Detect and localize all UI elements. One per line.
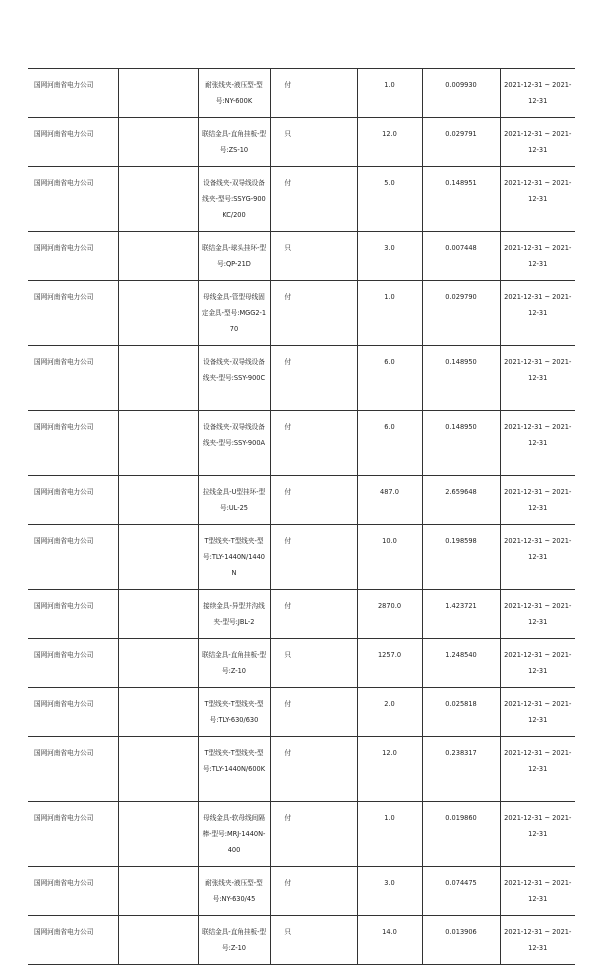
- materials-table: [28, 68, 575, 965]
- quantity-cell: 2.0: [357, 688, 422, 737]
- period-cell: 2021-12-31 ~ 2021-12-31: [500, 69, 575, 118]
- amount-cell: 0.238317: [422, 737, 500, 802]
- blank-cell: [118, 590, 198, 639]
- item-name-cell: 设备线夹-双导线设备线夹-型号:SSY-900A: [198, 411, 270, 476]
- item-name-cell: 设备线夹-双导线设备线夹-型号:SSY-900C: [198, 346, 270, 411]
- company-cell: 国网河南省电力公司: [28, 118, 118, 167]
- table-row: [28, 867, 575, 916]
- company-cell: 国网河南省电力公司: [28, 688, 118, 737]
- period-cell: 2021-12-31 ~ 2021-12-31: [500, 476, 575, 525]
- table-row: [28, 688, 575, 737]
- table-row: [28, 525, 575, 590]
- item-name-cell: 拉线金具-U型挂环-型号:UL-25: [198, 476, 270, 525]
- table-row: [28, 281, 575, 346]
- unit-cell: 只: [270, 232, 357, 281]
- item-name-cell: 母线金具-管型母线固定金具-型号:MGG2-170: [198, 281, 270, 346]
- unit-cell: 只: [270, 118, 357, 167]
- blank-cell: [118, 281, 198, 346]
- company-cell: 国网河南省电力公司: [28, 737, 118, 802]
- amount-cell: 0.148950: [422, 346, 500, 411]
- quantity-cell: 1.0: [357, 69, 422, 118]
- table-row: [28, 802, 575, 867]
- unit-cell: 付: [270, 411, 357, 476]
- table-row: [28, 476, 575, 525]
- item-name-cell: 联结金具-直角挂板-型号:ZS-10: [198, 118, 270, 167]
- blank-cell: [118, 737, 198, 802]
- period-cell: 2021-12-31 ~ 2021-12-31: [500, 411, 575, 476]
- blank-cell: [118, 69, 198, 118]
- blank-cell: [118, 476, 198, 525]
- period-cell: 2021-12-31 ~ 2021-12-31: [500, 916, 575, 965]
- table-row: [28, 118, 575, 167]
- unit-cell: 付: [270, 867, 357, 916]
- quantity-cell: 1.0: [357, 281, 422, 346]
- item-name-cell: 设备线夹-双导线设备线夹-型号:SSYG-900KC/200: [198, 167, 270, 232]
- period-cell: 2021-12-31 ~ 2021-12-31: [500, 639, 575, 688]
- amount-cell: 1.423721: [422, 590, 500, 639]
- unit-cell: 付: [270, 346, 357, 411]
- unit-cell: 付: [270, 525, 357, 590]
- table-body: [28, 69, 575, 965]
- quantity-cell: 2870.0: [357, 590, 422, 639]
- company-cell: 国网河南省电力公司: [28, 232, 118, 281]
- company-cell: 国网河南省电力公司: [28, 916, 118, 965]
- blank-cell: [118, 916, 198, 965]
- unit-cell: 付: [270, 69, 357, 118]
- period-cell: 2021-12-31 ~ 2021-12-31: [500, 167, 575, 232]
- amount-cell: 0.148951: [422, 167, 500, 232]
- company-cell: 国网河南省电力公司: [28, 346, 118, 411]
- table-row: [28, 916, 575, 965]
- item-name-cell: T型线夹-T型线夹-型号:TLY-630/630: [198, 688, 270, 737]
- quantity-cell: 3.0: [357, 232, 422, 281]
- amount-cell: 0.198598: [422, 525, 500, 590]
- unit-cell: 付: [270, 590, 357, 639]
- table-row: [28, 737, 575, 802]
- table-row: [28, 639, 575, 688]
- blank-cell: [118, 411, 198, 476]
- quantity-cell: 1.0: [357, 802, 422, 867]
- table-row: [28, 167, 575, 232]
- company-cell: 国网河南省电力公司: [28, 411, 118, 476]
- period-cell: 2021-12-31 ~ 2021-12-31: [500, 590, 575, 639]
- quantity-cell: 14.0: [357, 916, 422, 965]
- company-cell: 国网河南省电力公司: [28, 69, 118, 118]
- amount-cell: 0.019860: [422, 802, 500, 867]
- blank-cell: [118, 167, 198, 232]
- table-row: [28, 590, 575, 639]
- unit-cell: 付: [270, 281, 357, 346]
- blank-cell: [118, 525, 198, 590]
- amount-cell: 2.659648: [422, 476, 500, 525]
- period-cell: 2021-12-31 ~ 2021-12-31: [500, 525, 575, 590]
- quantity-cell: 1257.0: [357, 639, 422, 688]
- company-cell: 国网河南省电力公司: [28, 525, 118, 590]
- company-cell: 国网河南省电力公司: [28, 639, 118, 688]
- quantity-cell: 6.0: [357, 346, 422, 411]
- quantity-cell: 6.0: [357, 411, 422, 476]
- amount-cell: 0.074475: [422, 867, 500, 916]
- company-cell: 国网河南省电力公司: [28, 281, 118, 346]
- period-cell: 2021-12-31 ~ 2021-12-31: [500, 802, 575, 867]
- item-name-cell: 耐张线夹-液压型-型号:NY-600K: [198, 69, 270, 118]
- item-name-cell: 接续金具-异型并沟线夹-型号:JBL-2: [198, 590, 270, 639]
- amount-cell: 0.029790: [422, 281, 500, 346]
- unit-cell: 只: [270, 916, 357, 965]
- quantity-cell: 3.0: [357, 867, 422, 916]
- unit-cell: 只: [270, 639, 357, 688]
- quantity-cell: 5.0: [357, 167, 422, 232]
- amount-cell: 0.009930: [422, 69, 500, 118]
- blank-cell: [118, 346, 198, 411]
- quantity-cell: 487.0: [357, 476, 422, 525]
- company-cell: 国网河南省电力公司: [28, 867, 118, 916]
- item-name-cell: 联结金具-球头挂环-型号:QP-21D: [198, 232, 270, 281]
- company-cell: 国网河南省电力公司: [28, 476, 118, 525]
- company-cell: 国网河南省电力公司: [28, 590, 118, 639]
- item-name-cell: 联结金具-直角挂板-型号:Z-10: [198, 916, 270, 965]
- company-cell: 国网河南省电力公司: [28, 802, 118, 867]
- item-name-cell: T型线夹-T型线夹-型号:TLY-1440N/1440N: [198, 525, 270, 590]
- quantity-cell: 12.0: [357, 118, 422, 167]
- unit-cell: 付: [270, 688, 357, 737]
- unit-cell: 付: [270, 167, 357, 232]
- period-cell: 2021-12-31 ~ 2021-12-31: [500, 232, 575, 281]
- item-name-cell: 母线金具-软母线间隔棒-型号:MRJ-1440N-400: [198, 802, 270, 867]
- unit-cell: 付: [270, 802, 357, 867]
- period-cell: 2021-12-31 ~ 2021-12-31: [500, 737, 575, 802]
- period-cell: 2021-12-31 ~ 2021-12-31: [500, 281, 575, 346]
- item-name-cell: T型线夹-T型线夹-型号:TLY-1440N/600K: [198, 737, 270, 802]
- blank-cell: [118, 232, 198, 281]
- amount-cell: 1.248540: [422, 639, 500, 688]
- quantity-cell: 12.0: [357, 737, 422, 802]
- period-cell: 2021-12-31 ~ 2021-12-31: [500, 118, 575, 167]
- quantity-cell: 10.0: [357, 525, 422, 590]
- blank-cell: [118, 802, 198, 867]
- item-name-cell: 联结金具-直角挂板-型号:Z-10: [198, 639, 270, 688]
- blank-cell: [118, 688, 198, 737]
- period-cell: 2021-12-31 ~ 2021-12-31: [500, 346, 575, 411]
- amount-cell: 0.029791: [422, 118, 500, 167]
- amount-cell: 0.013906: [422, 916, 500, 965]
- unit-cell: 付: [270, 737, 357, 802]
- item-name-cell: 耐张线夹-液压型-型号:NY-630/45: [198, 867, 270, 916]
- table-row: [28, 232, 575, 281]
- period-cell: 2021-12-31 ~ 2021-12-31: [500, 867, 575, 916]
- amount-cell: 0.148950: [422, 411, 500, 476]
- table-row: [28, 346, 575, 411]
- blank-cell: [118, 118, 198, 167]
- table-row: [28, 411, 575, 476]
- unit-cell: 付: [270, 476, 357, 525]
- blank-cell: [118, 867, 198, 916]
- company-cell: 国网河南省电力公司: [28, 167, 118, 232]
- table-row: [28, 69, 575, 118]
- period-cell: 2021-12-31 ~ 2021-12-31: [500, 688, 575, 737]
- amount-cell: 0.025818: [422, 688, 500, 737]
- amount-cell: 0.007448: [422, 232, 500, 281]
- blank-cell: [118, 639, 198, 688]
